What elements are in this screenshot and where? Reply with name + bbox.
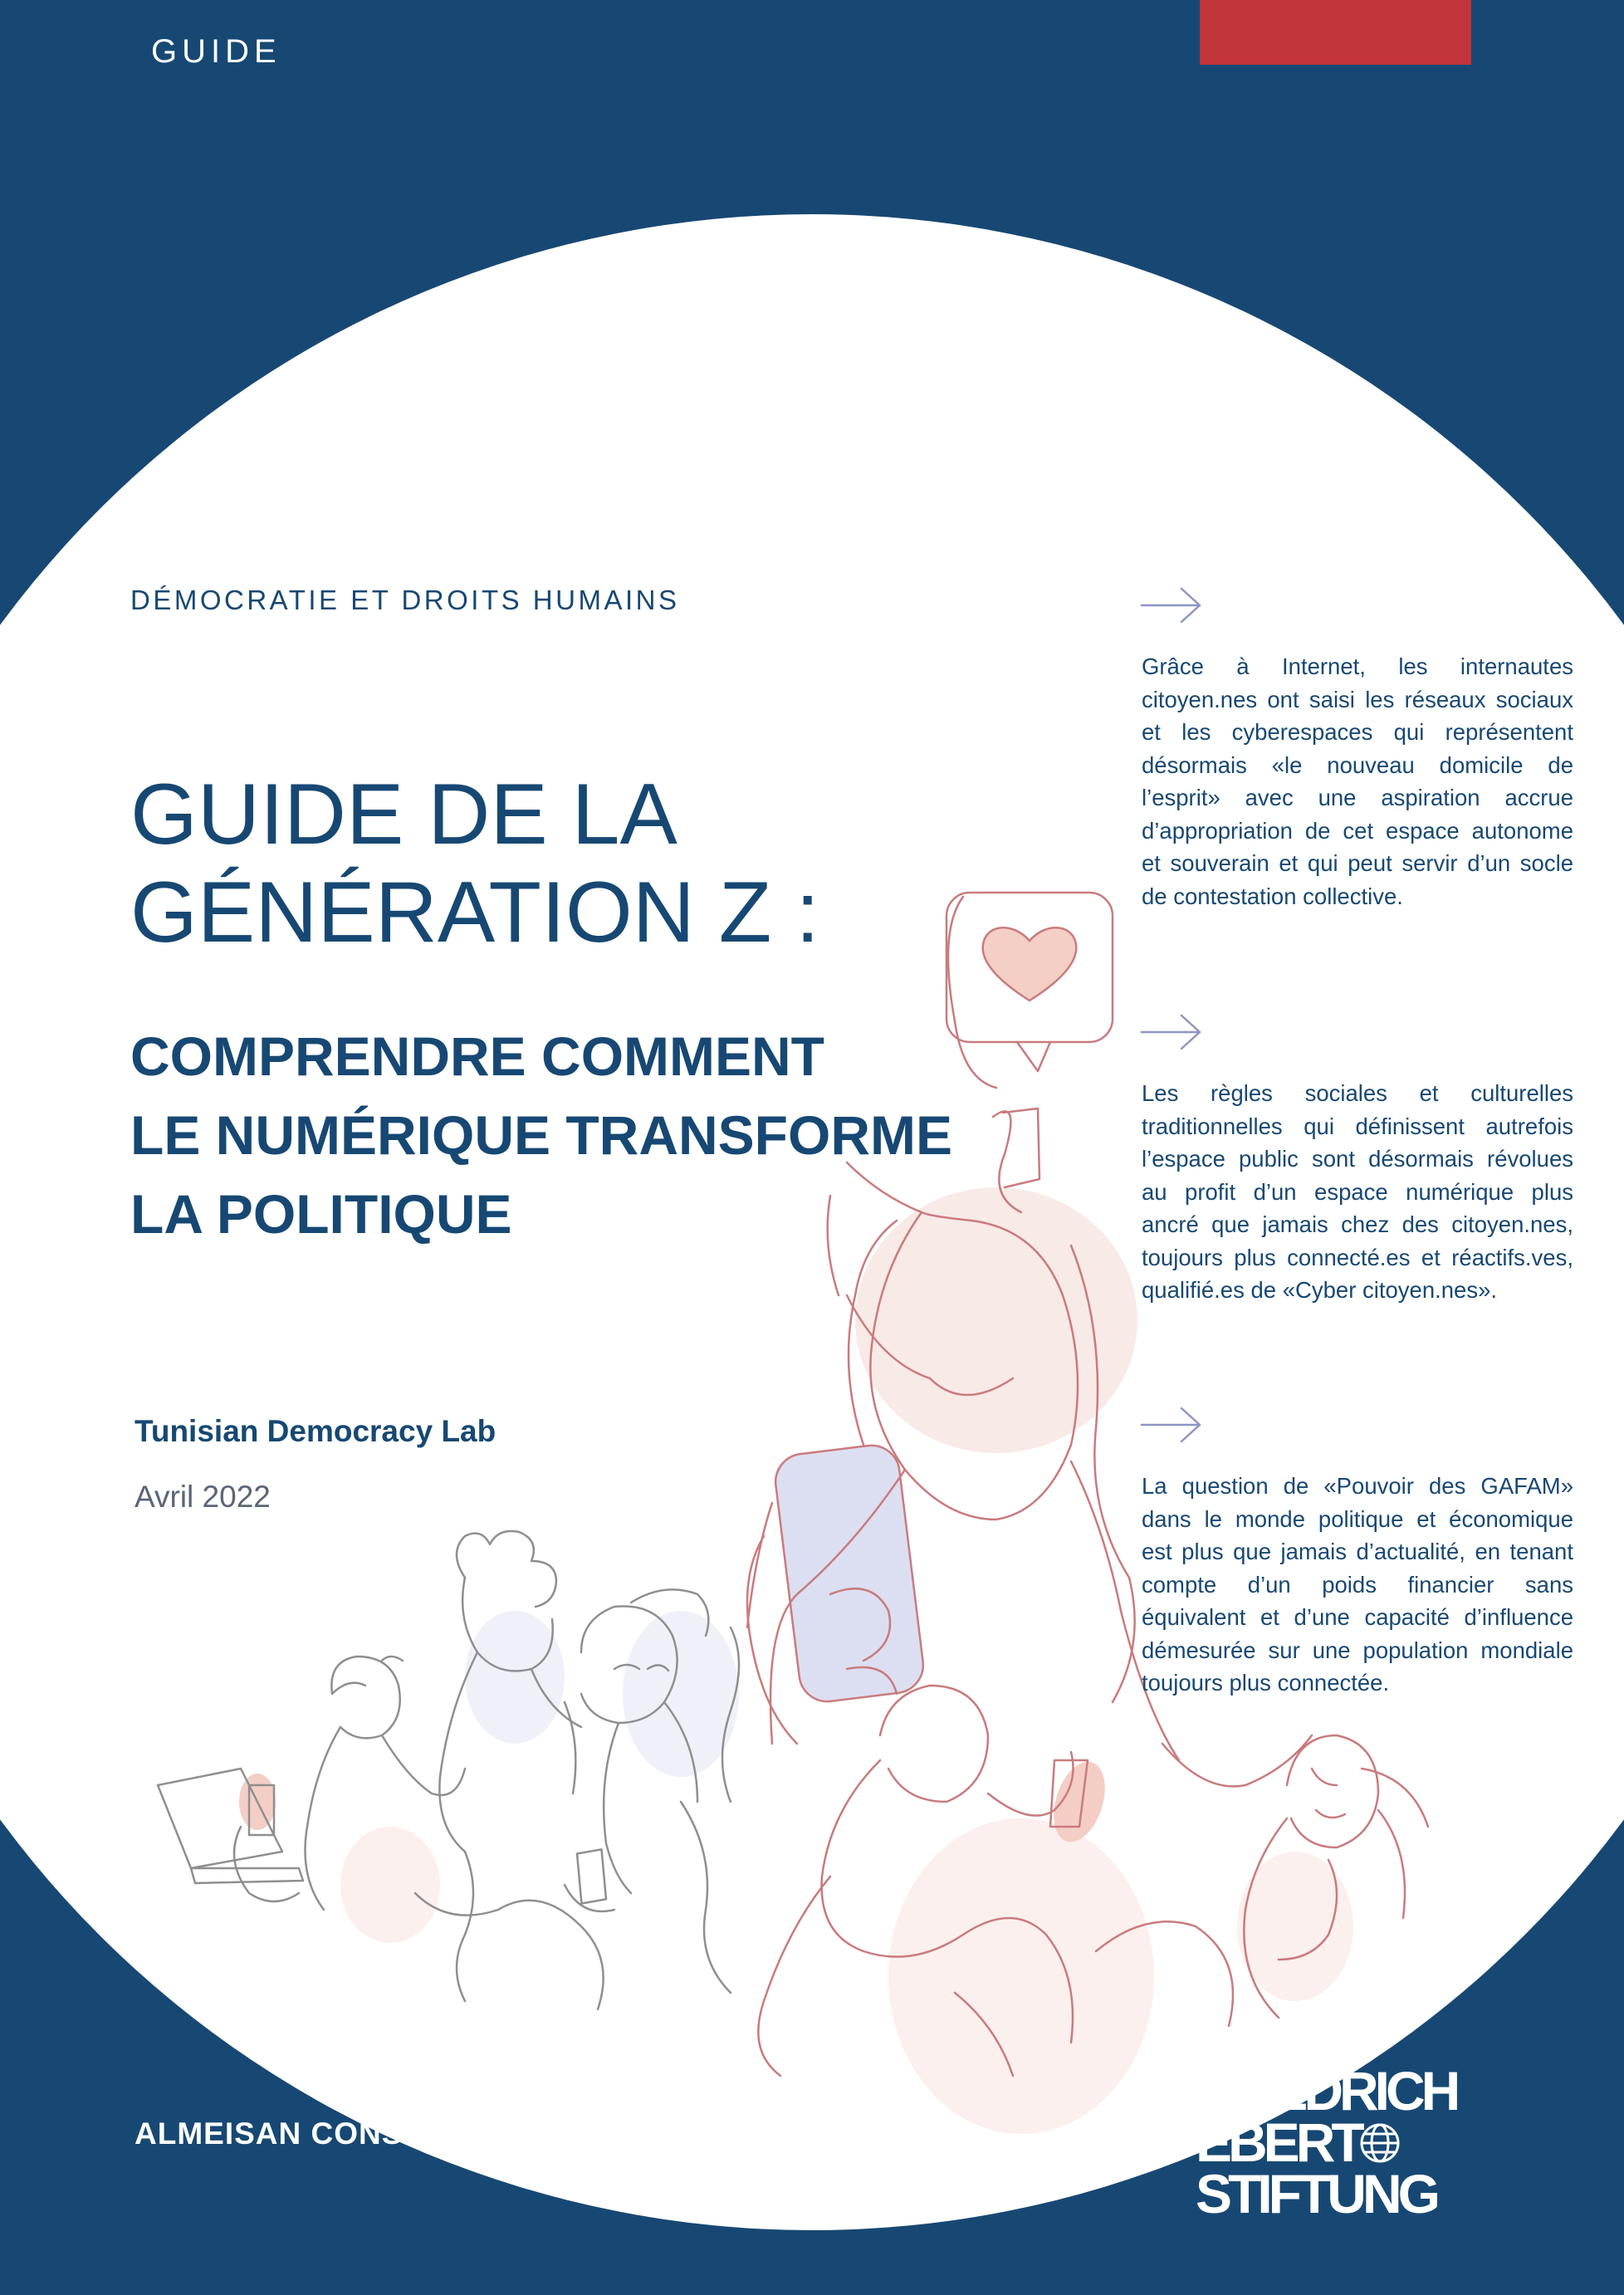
document-title <box>130 766 819 962</box>
logo-line-3: STIFTUNG <box>1196 2163 1436 2224</box>
subtitle-line-1: COMPRENDRE COMMENT <box>130 1025 824 1087</box>
logo-line-2: EBERT <box>1196 2111 1361 2173</box>
blurb-1: Grâce à Internet, les internautes citoyen.nes ont saisi les réseaux sociaux et les cyberespaces qui représentent désormais «le nouveau domicile de l’esprit» avec une aspiration accrue d’appropriation de cet espace autonome et souverain et qui peut servir d’un socle de contestation collective. <box>1142 653 1573 909</box>
arrow-right-icon <box>1140 1407 1203 1443</box>
document-type-label: GUIDE <box>151 33 281 70</box>
arrow-right-icon <box>1140 1014 1203 1050</box>
document-subtitle <box>130 1017 952 1254</box>
subtitle-line-2: LE NUMÉRIQUE TRANSFORME <box>130 1104 952 1166</box>
arrow-right-icon <box>1140 587 1203 624</box>
category-label: DÉMOCRATIE ET DROITS HUMAINS <box>130 585 680 615</box>
friedrich-ebert-stiftung-logo <box>1196 2060 1494 2229</box>
publisher-name: ALMEISAN CONSULT <box>135 2116 463 2151</box>
title-line-1: GUIDE DE LA <box>130 766 677 863</box>
heart-icon <box>983 927 1077 1001</box>
logo-line-1: FRIEDRICH <box>1196 2060 1457 2121</box>
publication-date: Avril 2022 <box>135 1480 271 1514</box>
blurb-3: La question de «Pouvoir des GAFAM» dans le monde politique et économique est plus que jamais d’actualité, en tenant compte d’un poids financier sans équivalent et d’une capacité d’influence démesurée sur une population mondiale toujours plus connectée. <box>1142 1473 1573 1696</box>
organization-name: Tunisian Democracy Lab <box>135 1414 496 1448</box>
subtitle-line-3: LA POLITIQUE <box>130 1183 512 1245</box>
globe-icon <box>1358 2121 1401 2165</box>
title-line-2: GÉNÉRATION Z : <box>130 864 820 961</box>
blurb-2: Les règles sociales et culturelles traditionnelles qui définissent autrefois l’espace public sont désormais révolues au profit d’un espace numérique plus ancré que jamais chez des citoyen.nes, toujours plus connecté.es et réactifs.ves, qualifié.es de «Cyber citoyen.nes». <box>1142 1080 1573 1303</box>
